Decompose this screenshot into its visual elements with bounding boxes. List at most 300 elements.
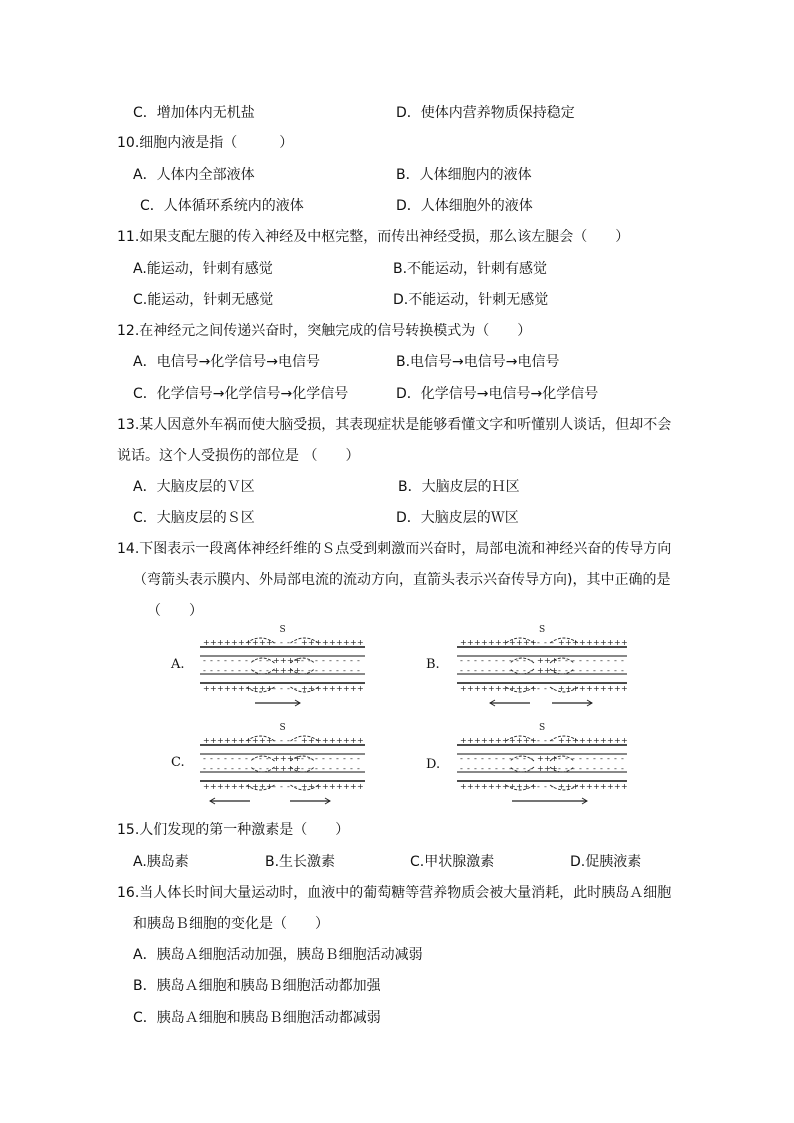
charge-mark: + (579, 638, 586, 647)
charge-mark: + (572, 638, 579, 647)
charge-mark: + (467, 684, 474, 693)
charge-mark: + (460, 782, 467, 791)
stimulus-label: S (539, 723, 546, 733)
charge-mark: - (565, 666, 568, 675)
charge-mark: - (621, 754, 624, 763)
charge-mark: + (537, 764, 544, 773)
charge-mark: - (495, 666, 498, 675)
charge-mark: + (593, 736, 600, 745)
charge-mark: - (266, 666, 269, 675)
charge-mark: - (523, 666, 526, 675)
charge-mark: + (336, 736, 343, 745)
charge-mark: + (308, 736, 315, 745)
nerve-fiber-diagram-a (195, 623, 370, 708)
charge-mark: - (516, 666, 519, 675)
charge-mark: + (572, 684, 579, 693)
q11-option-d: D.不能运动，针刺无感觉 (393, 292, 549, 308)
charge-mark: + (551, 656, 558, 665)
charge-mark: + (343, 638, 350, 647)
charge-mark: + (287, 656, 294, 665)
panel-label-d: D. (426, 757, 441, 772)
charge-mark: - (586, 666, 589, 675)
charge-mark: + (474, 684, 481, 693)
charge-mark: - (544, 736, 547, 745)
charge-mark: + (467, 782, 474, 791)
charge-mark: - (238, 666, 241, 675)
q12-option-d: D．化学信号→电信号→化学信号 (396, 386, 599, 402)
charge-mark: - (495, 754, 498, 763)
charge-mark: + (600, 684, 607, 693)
q13-option-a: A．大脑皮层的Ｖ区 (133, 479, 255, 495)
charge-mark: - (544, 782, 547, 791)
charge-mark: - (273, 684, 276, 693)
charge-mark: + (586, 684, 593, 693)
charge-mark: + (336, 782, 343, 791)
charge-mark: + (357, 638, 364, 647)
charge-mark: + (621, 782, 628, 791)
q10-option-c: C．人体循环系统内的液体 (140, 198, 304, 214)
charge-mark: + (502, 684, 509, 693)
charge-mark: - (231, 656, 234, 665)
charge-mark: + (308, 638, 315, 647)
charge-mark: - (224, 764, 227, 773)
charge-mark: + (343, 736, 350, 745)
charge-mark: + (530, 684, 537, 693)
charge-mark: - (530, 666, 533, 675)
charge-mark: - (516, 656, 519, 665)
charge-mark: + (329, 782, 336, 791)
charge-mark: - (294, 782, 297, 791)
charge-mark: - (621, 764, 624, 773)
charge-mark: + (224, 736, 231, 745)
charge-mark: - (301, 764, 304, 773)
charge-mark: + (294, 754, 301, 763)
q15-stem: 15.人们发现的第一种激素是（ ） (117, 822, 350, 838)
charge-mark: + (488, 736, 495, 745)
charge-mark: - (224, 666, 227, 675)
charge-mark: - (502, 764, 505, 773)
charge-mark: - (343, 754, 346, 763)
charge-mark: - (579, 666, 582, 675)
charge-mark: + (558, 684, 565, 693)
charge-mark: - (523, 656, 526, 665)
charge-mark: + (579, 782, 586, 791)
charge-mark: - (544, 684, 547, 693)
charge-mark: - (308, 666, 311, 675)
charge-mark: - (301, 666, 304, 675)
charge-mark: - (593, 764, 596, 773)
charge-mark: - (301, 656, 304, 665)
charge-mark: - (621, 656, 624, 665)
q15-option-a: A.胰岛素 (133, 854, 189, 870)
charge-mark: + (516, 684, 523, 693)
charge-mark: - (203, 764, 206, 773)
charge-mark: - (350, 754, 353, 763)
charge-mark: - (600, 764, 603, 773)
charge-mark: - (467, 764, 470, 773)
q9-option-c: C．增加体内无机盐 (133, 105, 255, 121)
charge-mark: - (287, 782, 290, 791)
charge-mark: + (558, 782, 565, 791)
charge-mark: + (252, 638, 259, 647)
charge-mark: - (329, 764, 332, 773)
q11-option-a: A.能运动，针刺有感觉 (133, 261, 273, 277)
q14-stem-line1: 14.下图表示一段离体神经纤维的Ｓ点受到刺激而兴奋时，局部电流和神经兴奋的传导方向 (117, 541, 672, 557)
charge-mark: - (203, 754, 206, 763)
charge-mark: - (502, 754, 505, 763)
charge-mark: - (308, 754, 311, 763)
charge-mark: + (315, 638, 322, 647)
charge-mark: - (474, 666, 477, 675)
charge-mark: + (231, 638, 238, 647)
charge-mark: + (502, 782, 509, 791)
charge-mark: - (593, 666, 596, 675)
charge-mark: + (252, 736, 259, 745)
charge-mark: + (343, 684, 350, 693)
charge-mark: + (287, 754, 294, 763)
charge-mark: + (280, 754, 287, 763)
charge-mark: + (252, 684, 259, 693)
charge-mark: + (467, 736, 474, 745)
charge-mark: + (252, 782, 259, 791)
charge-mark: - (280, 782, 283, 791)
charge-mark: - (586, 764, 589, 773)
q11-option-c: C.能运动，针刺无感觉 (133, 292, 274, 308)
charge-mark: - (579, 656, 582, 665)
charge-mark: + (259, 638, 266, 647)
charge-mark: - (210, 666, 213, 675)
charge-mark: + (259, 782, 266, 791)
charge-mark: - (217, 656, 220, 665)
charge-mark: + (350, 736, 357, 745)
charge-mark: + (315, 684, 322, 693)
charge-mark: + (516, 782, 523, 791)
charge-mark: + (600, 736, 607, 745)
q10-stem: 10.细胞内液是指（ ） (117, 135, 294, 151)
q13-option-c: C．大脑皮层的Ｓ区 (133, 510, 255, 526)
charge-mark: + (322, 638, 329, 647)
charge-mark: + (614, 684, 621, 693)
charge-mark: + (217, 782, 224, 791)
charge-mark: - (474, 656, 477, 665)
charge-mark: + (544, 666, 551, 675)
charge-mark: + (210, 782, 217, 791)
charge-mark: - (343, 666, 346, 675)
charge-mark: + (481, 684, 488, 693)
charge-mark: - (238, 764, 241, 773)
q11-stem: 11.如果支配左腿的传入神经及中枢完整，而传出神经受损，那么该左腿会（ ） (117, 229, 630, 245)
charge-mark: - (315, 656, 318, 665)
charge-mark: - (231, 764, 234, 773)
q10-option-a: A．人体内全部液体 (133, 167, 255, 183)
charge-mark: - (210, 764, 213, 773)
charge-mark: + (537, 656, 544, 665)
charge-mark: - (217, 754, 220, 763)
charge-mark: + (488, 782, 495, 791)
charge-mark: + (558, 736, 565, 745)
charge-mark: - (329, 754, 332, 763)
charge-mark: + (287, 764, 294, 773)
charge-mark: + (614, 638, 621, 647)
charge-mark: + (509, 684, 516, 693)
charge-mark: - (231, 666, 234, 675)
charge-mark: + (607, 736, 614, 745)
panel-label-a: A. (171, 657, 185, 672)
charge-mark: + (593, 638, 600, 647)
charge-mark: + (238, 736, 245, 745)
charge-mark: + (273, 764, 280, 773)
charge-mark: - (467, 656, 470, 665)
charge-mark: - (231, 754, 234, 763)
charge-mark: - (336, 666, 339, 675)
charge-mark: + (231, 684, 238, 693)
charge-mark: - (516, 764, 519, 773)
charge-mark: - (259, 764, 262, 773)
charge-mark: - (586, 656, 589, 665)
charge-mark: + (210, 736, 217, 745)
charge-mark: + (357, 736, 364, 745)
charge-mark: - (238, 656, 241, 665)
charge-mark: + (301, 736, 308, 745)
charge-mark: + (607, 638, 614, 647)
charge-mark: + (329, 638, 336, 647)
charge-mark: + (523, 736, 530, 745)
charge-mark: + (544, 754, 551, 763)
q15-option-d: D.促胰液素 (570, 854, 642, 870)
charge-mark: - (266, 764, 269, 773)
charge-mark: + (224, 684, 231, 693)
charge-mark: + (301, 684, 308, 693)
charge-mark: - (467, 666, 470, 675)
charge-mark: + (315, 782, 322, 791)
nerve-fiber-diagram-b (452, 623, 632, 708)
charge-mark: - (350, 666, 353, 675)
charge-mark: + (287, 666, 294, 675)
charge-mark: + (280, 656, 287, 665)
charge-mark: + (245, 736, 252, 745)
charge-mark: + (495, 736, 502, 745)
charge-mark: - (287, 638, 290, 647)
charge-mark: + (516, 736, 523, 745)
q13-option-b: B．大脑皮层的Ｈ区 (398, 479, 520, 495)
stimulus-label: S (539, 625, 546, 635)
charge-mark: - (210, 754, 213, 763)
q14-stem-line3: （ ） (147, 603, 203, 619)
charge-mark: + (586, 638, 593, 647)
charge-mark: - (572, 666, 575, 675)
charge-mark: - (481, 656, 484, 665)
charge-mark: + (621, 684, 628, 693)
charge-mark: + (460, 684, 467, 693)
stimulus-label: S (279, 625, 286, 635)
charge-mark: + (294, 656, 301, 665)
charge-mark: - (502, 666, 505, 675)
charge-mark: + (537, 754, 544, 763)
charge-mark: - (551, 684, 554, 693)
charge-mark: - (273, 782, 276, 791)
charge-mark: - (467, 754, 470, 763)
charge-mark: - (322, 656, 325, 665)
charge-mark: - (287, 684, 290, 693)
charge-mark: + (224, 782, 231, 791)
charge-mark: - (481, 754, 484, 763)
q11-option-b: B.不能运动，针刺有感觉 (393, 261, 548, 277)
charge-mark: - (336, 754, 339, 763)
charge-mark: - (579, 754, 582, 763)
charge-mark: - (259, 754, 262, 763)
charge-mark: - (329, 666, 332, 675)
charge-mark: - (245, 656, 248, 665)
charge-mark: + (350, 638, 357, 647)
charge-mark: + (273, 656, 280, 665)
charge-mark: - (488, 754, 491, 763)
charge-mark: - (558, 754, 561, 763)
charge-mark: - (460, 764, 463, 773)
charge-mark: + (224, 638, 231, 647)
charge-mark: - (329, 656, 332, 665)
charge-mark: + (266, 736, 273, 745)
charge-mark: - (203, 666, 206, 675)
charge-mark: - (509, 666, 512, 675)
charge-mark: - (621, 666, 624, 675)
charge-mark: - (203, 656, 206, 665)
charge-mark: - (460, 754, 463, 763)
charge-mark: + (481, 638, 488, 647)
q12-option-a: A．电信号→化学信号→电信号 (133, 354, 321, 370)
charge-mark: + (245, 638, 252, 647)
q15-option-c: C.甲状腺激素 (410, 854, 495, 870)
charge-mark: + (329, 736, 336, 745)
charge-mark: - (315, 754, 318, 763)
charge-mark: - (252, 764, 255, 773)
charge-mark: + (523, 684, 530, 693)
charge-mark: - (572, 764, 575, 773)
panel-label-c: C. (171, 755, 185, 770)
charge-mark: - (259, 656, 262, 665)
q12-stem: 12.在神经元之间传递兴奋时，突触完成的信号转换模式为（ ） (117, 323, 532, 339)
charge-mark: - (308, 656, 311, 665)
charge-mark: + (460, 736, 467, 745)
charge-mark: - (607, 764, 610, 773)
charge-mark: - (294, 736, 297, 745)
charge-mark: - (502, 656, 505, 665)
charge-mark: - (259, 666, 262, 675)
charge-mark: + (231, 736, 238, 745)
charge-mark: - (357, 764, 360, 773)
charge-mark: + (481, 782, 488, 791)
charge-mark: + (600, 782, 607, 791)
charge-mark: - (565, 656, 568, 665)
nerve-fiber-diagram-c (195, 721, 370, 806)
charge-mark: + (217, 638, 224, 647)
charge-mark: - (572, 754, 575, 763)
charge-mark: + (488, 638, 495, 647)
charge-mark: - (509, 764, 512, 773)
charge-mark: + (523, 782, 530, 791)
charge-mark: + (586, 782, 593, 791)
charge-mark: - (523, 754, 526, 763)
charge-mark: + (322, 684, 329, 693)
charge-mark: + (308, 782, 315, 791)
charge-mark: + (259, 736, 266, 745)
charge-mark: + (502, 736, 509, 745)
charge-mark: + (572, 782, 579, 791)
charge-mark: - (460, 656, 463, 665)
q16-stem-line2: 和胰岛Ｂ细胞的变化是（ ） (133, 916, 329, 932)
q16-stem-line1: 16.当人体长时间大量运动时，血液中的葡萄糖等营养物质会被大量消耗，此时胰岛Ａ细胞 (117, 885, 672, 901)
charge-mark: - (252, 754, 255, 763)
charge-mark: + (474, 638, 481, 647)
charge-mark: + (544, 764, 551, 773)
charge-mark: + (537, 666, 544, 675)
charge-mark: - (224, 656, 227, 665)
charge-mark: - (481, 666, 484, 675)
charge-mark: - (558, 666, 561, 675)
charge-mark: - (593, 754, 596, 763)
charge-mark: - (600, 666, 603, 675)
charge-mark: - (287, 736, 290, 745)
charge-mark: - (280, 684, 283, 693)
charge-mark: + (245, 684, 252, 693)
charge-mark: + (231, 782, 238, 791)
charge-mark: + (530, 638, 537, 647)
charge-mark: + (495, 684, 502, 693)
q16-option-c: C．胰岛Ａ细胞和胰岛Ｂ细胞活动都减弱 (133, 1010, 381, 1026)
charge-mark: + (329, 684, 336, 693)
charge-mark: - (350, 764, 353, 773)
charge-mark: + (294, 764, 301, 773)
charge-mark: + (357, 684, 364, 693)
charge-mark: + (579, 736, 586, 745)
charge-mark: - (488, 656, 491, 665)
charge-mark: + (238, 684, 245, 693)
charge-mark: - (565, 754, 568, 763)
charge-mark: + (621, 638, 628, 647)
q16-option-b: B．胰岛Ａ细胞和胰岛Ｂ细胞活动都加强 (133, 978, 381, 994)
charge-mark: + (495, 782, 502, 791)
charge-mark: + (238, 782, 245, 791)
charge-mark: + (551, 764, 558, 773)
q13-stem-line2: 说话。这个人受损伤的部位是 （ ） (117, 448, 360, 464)
charge-mark: + (273, 666, 280, 675)
charge-mark: + (544, 656, 551, 665)
charge-mark: - (252, 666, 255, 675)
charge-mark: + (558, 638, 565, 647)
charge-mark: + (315, 736, 322, 745)
charge-mark: + (530, 782, 537, 791)
charge-mark: - (614, 656, 617, 665)
charge-mark: - (217, 764, 220, 773)
charge-mark: + (210, 638, 217, 647)
charge-mark: - (322, 754, 325, 763)
charge-mark: + (294, 666, 301, 675)
charge-mark: + (301, 782, 308, 791)
charge-mark: - (273, 638, 276, 647)
charge-mark: - (245, 754, 248, 763)
charge-mark: + (488, 684, 495, 693)
charge-mark: - (530, 754, 533, 763)
charge-mark: - (509, 754, 512, 763)
charge-mark: - (245, 666, 248, 675)
charge-mark: + (336, 684, 343, 693)
charge-mark: + (474, 782, 481, 791)
q12-option-c: C．化学信号→化学信号→化学信号 (133, 386, 349, 402)
charge-mark: + (322, 782, 329, 791)
charge-mark: - (516, 754, 519, 763)
charge-mark: - (593, 656, 596, 665)
charge-mark: - (495, 656, 498, 665)
nerve-fiber-diagram-d (452, 721, 632, 806)
